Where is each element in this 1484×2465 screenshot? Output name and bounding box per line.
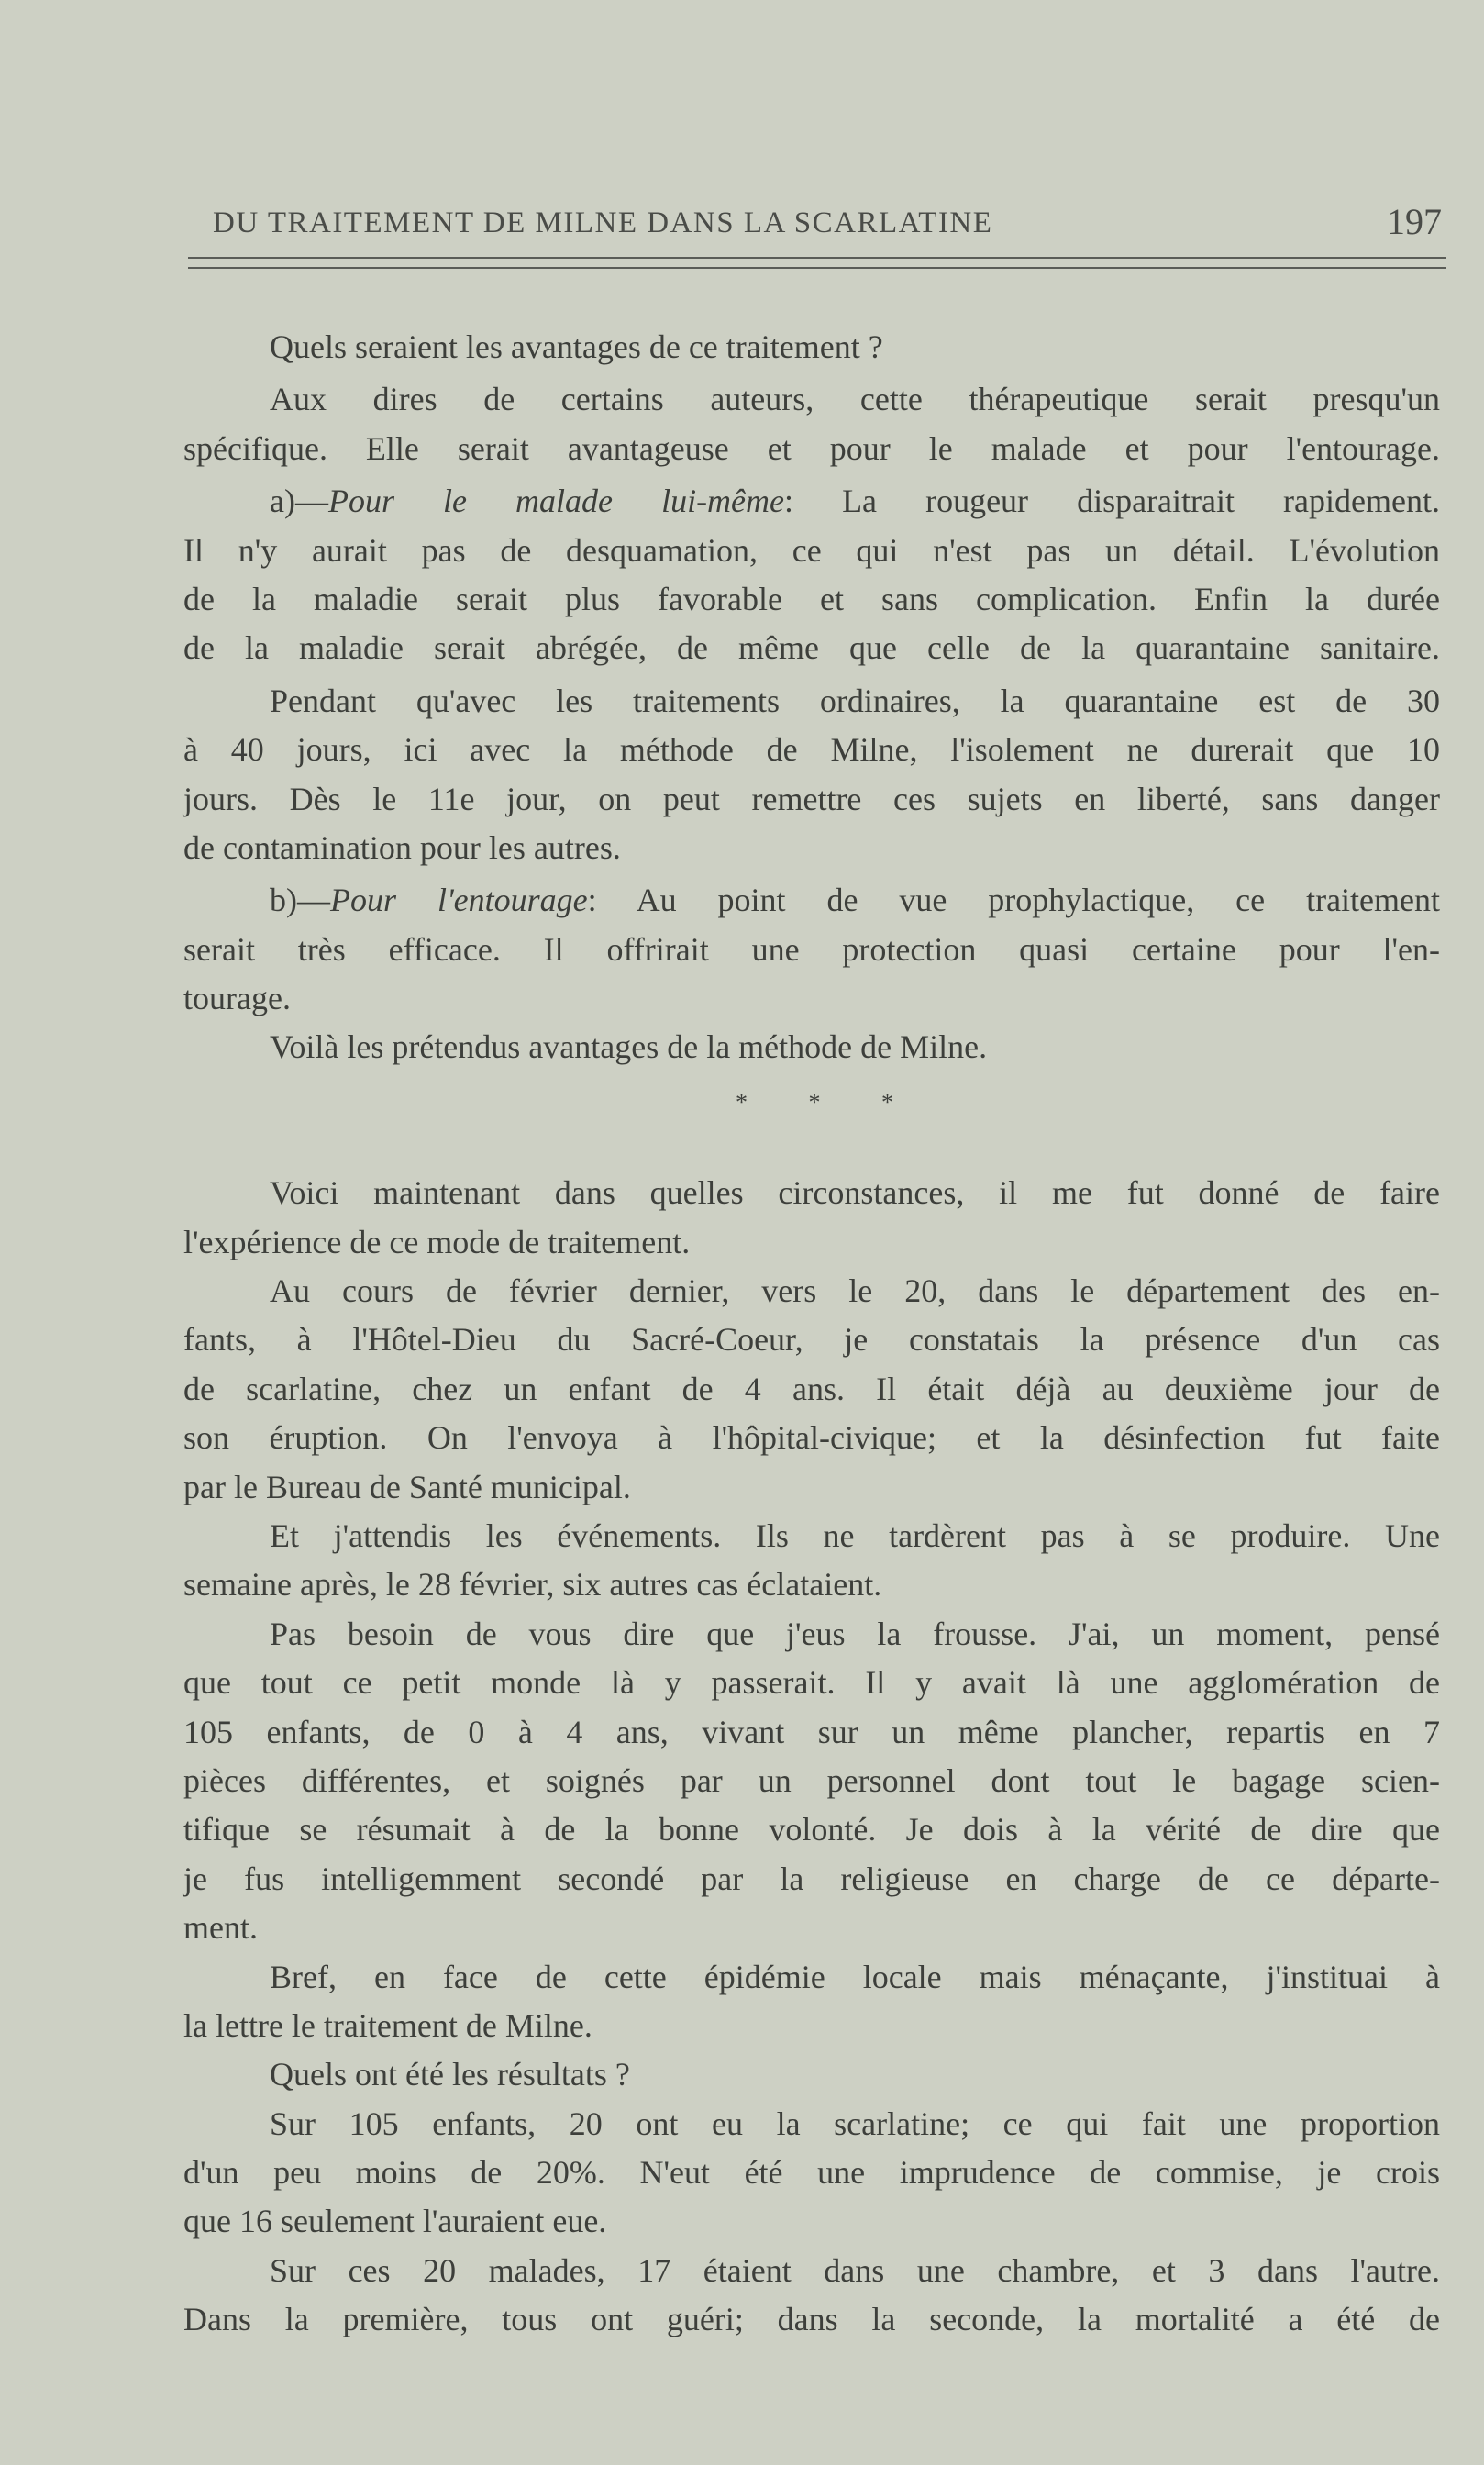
text-line [183,876,1440,925]
text-line: jours. Dès le 11e jour, on peut remettre ces sujets en liberté, sans danger [183,780,1440,817]
text-run: : La rougeur disparaitrait rapidement. [784,483,1440,520]
page-number: 197 [1387,201,1442,242]
text-line: pièces différentes, et soignés par un personnel dont tout le bagage scien- [183,1761,1440,1799]
text-line: tifique se résumait à de la bonne volonté. Je dois à la vérité de dire que [183,1811,1440,1849]
text-line: la lettre le traitement de Milne. [183,2006,592,2044]
text-line: Et j'attendis les événements. Ils ne tardèrent pas à se produire. Une [270,1516,1440,1554]
enum-label: a)— [270,483,328,520]
text-line: Pas besoin de vous dire que j'eus la frousse. J'ai, un moment, pensé [270,1615,1440,1652]
text-line: Au cours de février dernier, vers le 20, dans le département des en- [270,1272,1440,1310]
text-line: de scarlatine, chez un enfant de 4 ans. Il était déjà au deuxième jour de [183,1370,1440,1407]
text-line: Sur ces 20 malades, 17 étaient dans une chambre, et 3 dans l'autre. [270,2251,1440,2289]
text-line: son éruption. On l'envoya à l'hôpital-civique; et la désinfection fut faite [183,1419,1440,1457]
text-line: par le Bureau de Santé municipal. [183,1468,631,1505]
text-line: Quels ont été les résultats ? [270,2056,630,2093]
text-line: de contamination pour les autres. [183,828,621,866]
text-line: fants, à l'Hôtel-Dieu du Sacré-Coeur, je constatais la présence d'un cas [183,1321,1440,1359]
text-line: que 16 seulement l'auraient eue. [183,2203,607,2240]
running-title: DU TRAITEMENT DE MILNE DANS LA SCARLATINE [213,206,993,239]
text-line: spécifique. Elle serait avantageuse et pour le malade et pour l'entourage. [183,429,1440,467]
text-line: de la maladie serait abrégée, de même que celle de la quarantaine sanitaire. [183,629,1440,667]
text-run: : Au point de vue prophylactique, ce traitement [587,882,1441,919]
text-line: ment. [183,1909,258,1947]
enum-label: b)— [270,882,330,919]
text-line: 105 enfants, de 0 à 4 ans, vivant sur un même plancher, repartis en 7 [183,1713,1440,1750]
text-line: Sur 105 enfants, 20 ont eu la scarlatine; ce qui fait une proportion [270,2104,1440,2142]
text-line: Quels seraient les avantages de ce traitement ? [270,328,883,365]
body-text [183,323,1440,2345]
text-line: Bref, en face de cette épidémie locale mais ménaçante, j'instituai à [270,1958,1440,1995]
italic-heading: Pour l'entourage [330,882,588,919]
text-line [183,477,1440,526]
text-line: que tout ce petit monde là y passerait. Il y avait là une agglomération de [183,1664,1440,1702]
text-line: tourage. [183,980,291,1017]
text-line: Pendant qu'avec les traitements ordinaires, la quarantaine est de 30 [270,682,1440,719]
header-rule-top [188,257,1446,259]
italic-heading: Pour le malade lui-même [327,483,785,520]
text-line: à 40 jours, ici avec la méthode de Milne, l'isolement ne durerait que 10 [183,731,1440,769]
text-line: serait très efficace. Il offrirait une protection quasi certaine pour l'en- [183,930,1440,968]
header-rule-bottom [188,267,1446,269]
text-line: semaine après, le 28 février, six autres cas éclataient. [183,1566,882,1604]
text-line: l'expérience de ce mode de traitement. [183,1223,691,1260]
text-line: Il n'y aurait pas de desquamation, ce qui n'est pas un détail. L'évolution [183,531,1440,569]
text-line: je fus intelligemment secondé par la religieuse en charge de ce départe- [183,1860,1440,1897]
text-line: d'un peu moins de 20%. N'eut été une imprudence de commise, je crois [183,2154,1440,2192]
text-line: Dans la première, tous ont guéri; dans la seconde, la mortalité a été de [183,2301,1440,2338]
text-line: Voici maintenant dans quelles circonstances, il me fut donné de faire [270,1174,1440,1212]
text-line: Aux dires de certains auteurs, cette thérapeutique serait presqu'un [270,381,1440,418]
text-line: de la maladie serait plus favorable et sans complication. Enfin la durée [183,580,1440,617]
text-line: Voilà les prétendus avantages de la méthode de Milne. [270,1028,988,1066]
section-break-asterisks: * * * [736,1088,921,1116]
